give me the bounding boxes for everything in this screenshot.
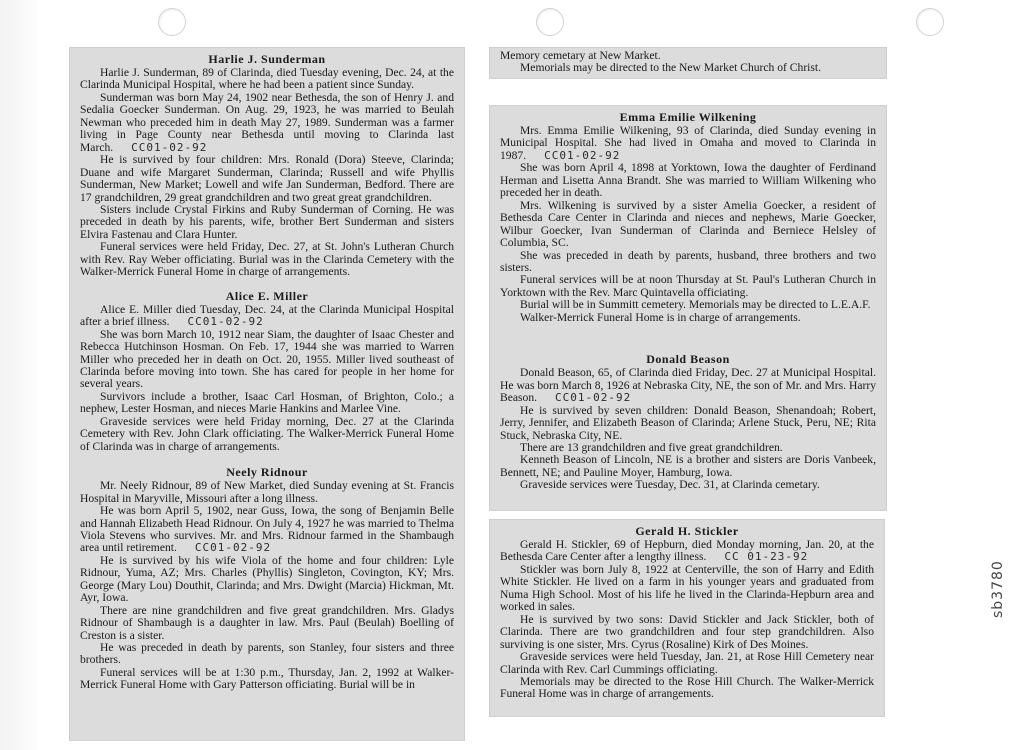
handwritten-annotation: CC01-02-92	[555, 391, 632, 405]
obituary-paragraph: Graveside services were Tuesday, Dec. 31, at Clarinda cemetary.	[520, 478, 820, 492]
obituary-title: Harlie J. Sunderman	[208, 52, 326, 66]
obituary-paragraph: He is survived by four children: Mrs. Ronald (Dora) Steeve, Clarinda; Duane and wife Margaret Sunderman, Clarinda; Russell and wife Phyllis Sunderman, New Market; Lowell and wife Jan Sunderman, Bedford. There are 17 grandchildren, 29 great grandchildren and two great great grandchildren.	[80, 153, 454, 204]
left-clipping	[70, 48, 464, 740]
right-clipping	[490, 106, 886, 510]
obituary-paragraph: He is survived by his wife Viola of the home and four children: Lyle Ridnour, Yuma, AZ; Mrs. Charles (Phyllis) Singleton, Covington, KY; Mrs. George (Mary Lou) Douthit, Clarinda; and Mrs. Dwight (Marcia) Hickman, Mt. Ayr, Iowa.	[80, 553, 454, 605]
obituary-paragraph: There are 13 grandchildren and five great grandchildren.	[520, 440, 783, 454]
obituary-paragraph: Graveside services were held Friday morning, Dec. 27 at the Clarinda Cemetery with Rev. John Clark officiating. The Walker-Merrick Funeral Home of Clarinda was in charge of arrangements.	[80, 414, 454, 453]
obituary-paragraph: Funeral services were held Friday, Dec. 27, at St. John's Lutheran Church with Rev. Ray Weber officiating. Burial was in the Clarinda Cemetery with the Walker-Merrick Funeral Home in charge of arrangements.	[80, 240, 454, 279]
obituary-paragraph: She was preceded in death by parents, husband, three brothers and two sisters.	[500, 248, 876, 274]
obituary-paragraph: Funeral services will be at noon Thursday at St. Paul's Lutheran Church in Yorktown with the Rev. Marc Quintavella officiating.	[500, 273, 876, 299]
continuation-clipping	[490, 48, 886, 78]
obituary-paragraph: Mrs. Wilkening is survived by a sister Amelia Goecker, a resident of Bethesda Care Center in Clarinda and nieces and nephews, Marie Goecker, Wilbur Goecker, Ivan Sunderman of Clarinda and Berniece Helsley of Columbia, SC.	[500, 198, 876, 250]
obituary-paragraph: Donald Beason, 65, of Clarinda died Friday, Dec. 27 at Municipal Hospital. He was born March 8, 1926 at Nebraska City, NE, the son of Mr. and Mrs. Harry Beason. CC01-02-92	[500, 366, 876, 405]
obituary-paragraph: Memorials may be directed to the Rose Hill Church. The Walker-Merrick Funeral Home was in charge of arrangements.	[500, 674, 874, 701]
obituary-title: Gerald H. Stickler	[635, 524, 739, 538]
obituary-title: Donald Beason	[646, 352, 730, 367]
obituary-paragraph: Burial will be in Summitt cemetery. Memorials may be directed to L.E.A.F.	[520, 298, 871, 312]
obituary-paragraph: Kenneth Beason of Lincoln, NE is a brother and sisters are Doris Vanbeek, Bennett, NE; and Pauline Moyer, Hamburg, Iowa.	[500, 453, 876, 479]
obituary-paragraph: Graveside services were held Tuesday, Jan. 21, at Rose Hill Cemetery near Clarinda with Rev. Carl Cummings officiating.	[500, 650, 874, 676]
obituary-title: Alice E. Miller	[225, 288, 309, 303]
obituary-title: Neely Ridnour	[226, 465, 308, 480]
obituary-paragraph: Survivors include a brother, Isaac Carl Hosman, of Brighton, Colo.; a nephew, Lester Hosman, and nieces Marie Hankins and Marlee Vine.	[80, 389, 454, 416]
obituary-paragraph: Sunderman was born May 24, 1902 near Bethesda, the son of Henry J. and Sedalia Goecker Sunderman. On Aug. 29, 1923, he was married to Beulah Newman who preceded him in death May 27, 1989. Sunderman was a farmer living in Page County near Bethesda until moving to Clarinda last March. CC01-02-92	[80, 90, 454, 154]
stickler-clipping	[490, 520, 884, 716]
obituary-paragraph: He was born April 5, 1902, near Guss, Iowa, the song of Benjamin Belle and Hannah Elizabeth Head Ridnour. On July 4, 1927 he was married to Thelma Viola Stevens who survives. Mr. and Mrs. Ridnour farmed in the Shambaugh area until retirement. CC01-02-92	[80, 504, 454, 555]
obituary-paragraph: He was preceded in death by parents, son Stanley, four sisters and three brothers.	[80, 641, 454, 667]
punch-hole	[916, 8, 944, 36]
obituary-paragraph: There are nine grandchildren and five great grandchildren. Mrs. Gladys Ridnour of Shambaugh is a daughter in law. Mrs. Paul (Beulah) Boelling of Creston is a sister.	[80, 603, 454, 642]
handwritten-annotation: CC01-02-92	[131, 140, 208, 154]
obituary-paragraph: Funeral services will be at 1:30 p.m., Thursday, Jan. 2, 1992 at Walker-Merrick Funeral Home with Gary Patterson officiating. Burial will be in	[80, 665, 454, 692]
obituary-paragraph: She was born April 4, 1898 at Yorktown, Iowa the daughter of Ferdinand Herman and Lisetta Anna Brandt. She was married to William Wilkening who preceded her in death.	[500, 161, 876, 200]
obituary-paragraph: Memory cemetary at New Market.	[500, 49, 661, 62]
obituary-paragraph: He is survived by two sons: David Stickler and Jack Stickler, both of Clarinda. There are two grandchildren and four step grandchildren. Also surviving is one sister, Mrs. Cyrus (Rosaline) Kirk of Des Moines.	[500, 612, 874, 651]
obituary-paragraph: Walker-Merrick Funeral Home is in charge of arrangements.	[520, 310, 801, 324]
obituary-paragraph: Sisters include Crystal Firkins and Ruby Sunderman of Corning. He was preceded in death by his parents, wife, brother Bert Sunderman and sisters Elvira Fastenau and Clara Hunter.	[80, 202, 454, 241]
obituary-paragraph: Mrs. Emma Emilie Wilkening, 93 of Clarinda, died Sunday evening in Municipal Hospital. She had lived in Omaha and moved to Clarinda in 1987. CC01-02-92	[500, 124, 876, 162]
archive-number: sb3780	[990, 560, 1006, 618]
handwritten-annotation: CC01-02-92	[194, 541, 272, 555]
punch-hole	[536, 8, 564, 36]
obituary-paragraph: She was born March 10, 1912 near Siam, the daughter of Isaac Chester and Rebecca Hutchinson Hosman. On Feb. 17, 1944 she was married to Warren Miller who preceded her in death on Oct. 20, 1955. Miller lived southeast of Clarinda before moving into town. She has cared for people in her home for several years.	[80, 327, 454, 391]
obituary-title: Emma Emilie Wilkening	[619, 110, 757, 124]
obituary-paragraph: Stickler was born July 8, 1922 at Centerville, the son of Harry and Edith White Stickler. He lived on a farm in his younger years and graduated from Numa High School. Most of his life he lived in the Clarinda-Hepburn area and worked in sales.	[500, 562, 874, 614]
obituary-paragraph: Mr. Neely Ridnour, 89 of New Market, died Sunday evening at St. Francis Hospital in Maryville, Missouri after a long illness.	[80, 479, 454, 505]
obituary-paragraph: Alice E. Miller died Tuesday, Dec. 24, at the Clarinda Municipal Hospital after a brief illness. CC01-02-92	[80, 302, 454, 329]
handwritten-annotation: CC 01-23-92	[724, 550, 809, 564]
obituary-paragraph: Memorials may be directed to the New Market Church of Christ.	[520, 61, 822, 75]
obituary-paragraph: Harlie J. Sunderman, 89 of Clarinda, died Tuesday evening, Dec. 24, at the Clarinda Municipal Hospital, where he had been a patient since Sunday.	[80, 66, 454, 92]
obituary-paragraph: He is survived by seven children: Donald Beason, Shenandoah; Robert, Jerry, Jennifer, and Elizabeth Beason of Clarinda; Arlene Stuck, Peru, NE; Rita Stuck, Nebraska City, NE.	[500, 403, 876, 442]
handwritten-annotation: CC01-02-92	[187, 315, 264, 329]
punch-hole	[158, 8, 186, 36]
obituary-paragraph: Gerald H. Stickler, 69 of Hepburn, died Monday morning, Jan. 20, at the Bethesda Care Center after a lengthy illness. CC 01-23-92	[500, 538, 874, 564]
handwritten-annotation: CC01-02-92	[544, 148, 621, 162]
binder-margin	[0, 0, 38, 750]
